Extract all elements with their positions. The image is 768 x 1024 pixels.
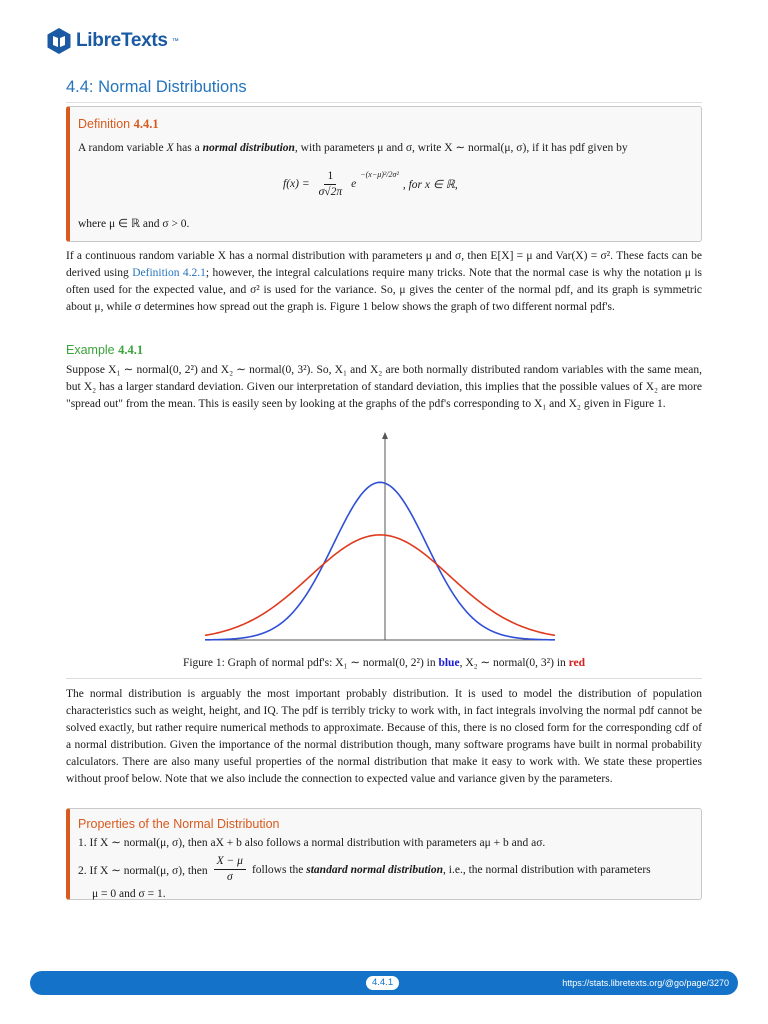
pdf-curve-series-2 [205,535,555,636]
logo-trademark: ™ [171,37,179,45]
properties-title: Properties of the Normal Distribution [78,817,280,831]
formula-condition: , for x ∈ ℝ, [402,179,458,191]
paragraph-moments: If a continuous random variable X has a normal distribution with parameters μ and σ, then E[X] = μ and Var(X) = σ². These facts can be derived using Definition 4.2.1; however, the integral calculations require many tricks. Note that the normal case is why the notation μ is often used for the expected value, and σ² is used for the variance. So, μ gives the center of the normal pdf, and its graph is symmetric about μ, while σ determines how spread out the graph is. Figure 1 below shows the graph of two different normal pdf's. [66,250,702,313]
page-footer [30,971,738,995]
property-item-1: 1. If X ∼ normal(μ, σ), then aX + b also follows a normal distribution with parameters aμ + b and aσ. [78,837,546,849]
example-title: Example 4.4.1 [66,343,144,357]
definition-term: normal distribution [202,142,295,154]
footer-url-link[interactable]: https://stats.libretexts.org/@go/page/3270 [562,978,729,988]
example-text: Suppose X₁ ∼ normal(0, 2²) and X₂ ∼ normal(0, 3²). So, X₁ and X₂ are both normally distributed random variables with the same mean, but X₂ has a larger standard deviation. Given our interpretation of standard deviation, this implies that the possible values of X₂ are more "spread out" from the mean. This is easily seen by looking at the graphs of the pdf's corresponding to X₁ and X₂ given in Figure 1. [66,364,702,410]
property-item-2-cont: μ = 0 and σ = 1. [92,888,166,900]
footer-page-number: 4.4.1 [366,976,399,990]
y-axis-arrow [382,432,388,439]
figure-caption: Figure 1: Graph of normal pdf's: X₁ ∼ normal(0, 2²) in blue, X₂ ∼ normal(0, 3²) in red [182,657,586,669]
caption-red: red [568,657,586,669]
paragraph-importance: The normal distribution is arguably the most important probably distribution. It is used to model the distribution of population characteristics such as weight, height, and IQ. The pdf is terribly tricky to work with, in fact integrals involving the normal pdf cannot be solved exactly, but rather require numerical methods to approximate. Because of this, there is no closed form for the corresponding cdf of a normal distribution. Given the importance of the normal distribution though, many software programs have built in normal probability calculators. There are also many useful properties of the normal distribution that make it easy to work with. We state these properties without proof below. Note that we also include the connection to expected value and variance given by the parameters. [66,688,702,785]
property-fraction: $\frac{X - \mu}{\sigma}$ [214,854,246,885]
definition-number: 4.4.1 [133,117,159,131]
property-item-2: 2. If X ∼ normal(μ, σ), then $\frac{X - \mu}{\sigma}$ follows the standard normal distribution , i.e., the normal distribution with parameters [78,855,651,883]
property-term: standard normal distribution [306,863,444,876]
pdf-curve-series-1 [205,482,555,640]
normal-pdf-chart [205,430,565,645]
libretexts-logo-icon [46,27,72,55]
libretexts-logo[interactable] [46,27,179,55]
logo-wordmark: LibreTexts [76,30,168,51]
definition-link[interactable]: Definition 4.2.1 [132,267,206,279]
definition-title: Definition 4.4.1 [78,117,159,131]
pdf-formula: f(x) = $\frac{1}{\sigma√2\pi}$ e −(x−μ)²/2σ² , for x ∈ ℝ, [283,169,458,198]
example-number: 4.4.1 [118,343,144,357]
properties-box [66,808,702,900]
formula-exponent: −(x−μ)²/2σ² [360,169,399,179]
page-title: 4.4: Normal Distributions [66,78,702,103]
caption-blue: blue [438,657,460,669]
definition-text: A random variable X has a normal distribution, with parameters μ and σ, write X ∼ normal(μ, σ), if it has pdf given by [78,142,628,154]
definition-box [66,106,702,242]
section-divider [66,678,702,679]
formula-fraction: $\frac{1}{\sigma√2\pi}$ [318,169,343,198]
definition-where: where μ ∈ ℝ and σ > 0. [78,218,190,230]
